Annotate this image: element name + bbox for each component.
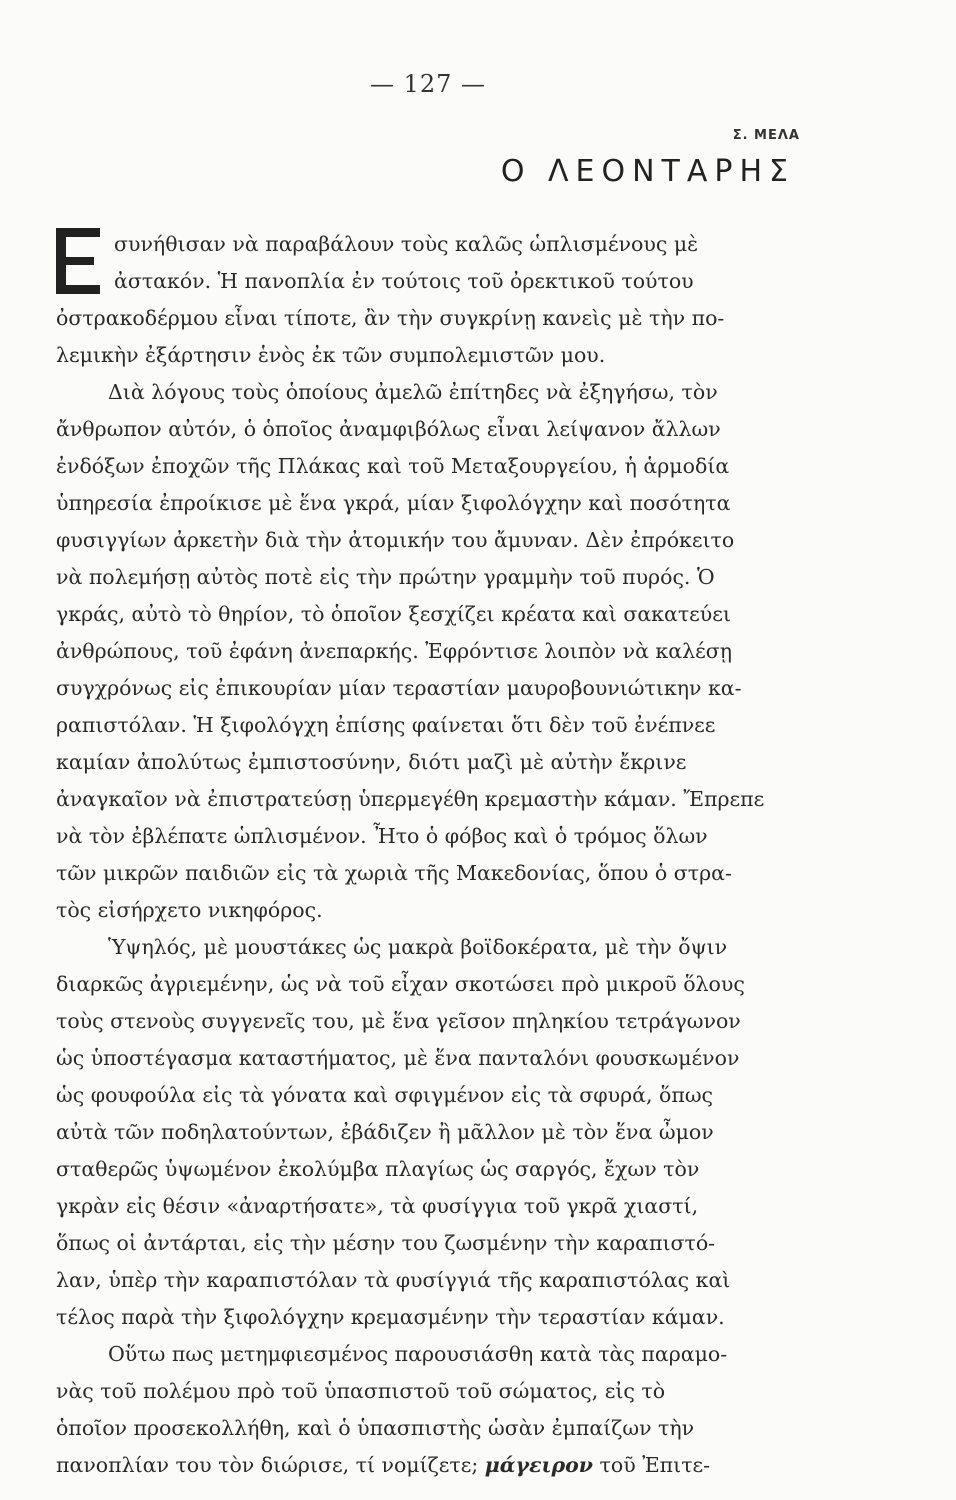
text-line: συνήθισαν νὰ παραβάλουν τοὺς καλῶς ὡπλισμένους μὲ — [114, 232, 699, 256]
text-line: συγχρόνως εἰς ἐπικουρίαν μίαν τεραστίαν μαυροβουνιώτικην κα- — [56, 676, 742, 700]
author-name: Σ. ΜΕΛΑ — [732, 128, 800, 143]
text-line: ὅπως οἱ ἀντάρται, εἰς τὴν μέσην του ζωσμένην τὴν καραπιστό- — [56, 1231, 716, 1255]
text-line: ἐνδόξων ἐποχῶν τῆς Πλάκας καὶ τοῦ Μεταξουργείου, ἡ ἁρμοδία — [56, 454, 730, 478]
text-line-last — [56, 1447, 796, 1484]
text-line: λεμικὴν ἐξάρτησιν ἑνὸς ἐκ τῶν συμπολεμιστῶν μου. — [56, 343, 606, 367]
text-line: ὀστρακοδέρμου εἶναι τίποτε, ἂν τὴν συγκρίνῃ κανεὶς μὲ τὴν πο- — [56, 306, 725, 330]
text-line: γκράς, αὐτὸ τὸ θηρίον, τὸ ὁποῖον ξεσχίζει κρέατα καὶ σακατεύει — [56, 602, 731, 626]
text-line: ἀστακόν. Ἡ πανοπλία ἐν τούτοις τοῦ ὀρεκτικοῦ τούτου — [114, 269, 694, 293]
text-line: ὑπηρεσία ἐπροίκισε μὲ ἕνα γκρά, μίαν ξιφολόγχην καὶ ποσότητα — [56, 491, 731, 515]
emphasized-word: μάγειρον — [484, 1453, 594, 1477]
text-line: Ὑψηλός, μὲ μουστάκες ὡς μακρὰ βοϊδοκέρατα, μὲ τὴν ὄψιν — [108, 935, 728, 959]
last-line-text-after: τοῦ Ἐπιτε- — [593, 1453, 711, 1477]
text-line: γκρὰν εἰς θέσιν «ἀναρτήσατε», τὰ φυσίγγια τοῦ γκρᾶ χιαστί, — [56, 1194, 699, 1218]
text-line: τέλος παρὰ τὴν ξιφολόγχην κρεμασμένην τὴν τεραστίαν κάμαν. — [56, 1305, 725, 1329]
text-line: τοὺς στενοὺς συγγενεῖς του, μὲ ἕνα γεῖσον πηληκίου τετράγωνον — [56, 1009, 741, 1033]
text-line: διαρκῶς ἀγριεμένην, ὡς νὰ τοῦ εἶχαν σκοτώσει πρὸ μικροῦ ὅλους — [56, 972, 745, 996]
text-line: τῶν μικρῶν παιδιῶν εἰς τὰ χωριὰ τῆς Μακεδονίας, ὅπου ὁ στρα- — [56, 861, 732, 885]
text-line: λαν, ὑπὲρ τὴν καραπιστόλαν τὰ φυσίγγιά τῆς καραπιστόλας καὶ — [56, 1268, 731, 1292]
text-line: νὰ πολεμήσῃ αὐτὸς ποτὲ εἰς τὴν πρώτην γραμμὴν τοῦ πυρός. Ὁ — [56, 565, 715, 589]
text-line: νὰ τὸν ἐβλέπατε ὡπλισμένον. Ἦτο ὁ φόβος καὶ ὁ τρόμος ὅλων — [56, 824, 708, 848]
text-line: ὁποῖον προσεκολλήθη, καὶ ὁ ὑπασπιστὴς ὡσὰν ἐμπαίζων τὴν — [56, 1416, 695, 1440]
text-line: ραπιστόλαν. Ἡ ξιφολόγχη ἐπίσης φαίνεται ὅτι δὲν τοῦ ἐνέπνεε — [56, 713, 716, 737]
text-line: ἀνθρώπους, τοῦ ἐφάνη ἀνεπαρκής. Ἐφρόντισε λοιπὸν νὰ καλέσῃ — [56, 639, 732, 663]
text-line: Διὰ λόγους τοὺς ὁποίους ἀμελῶ ἐπίτηδες νὰ ἐξηγήσω, τὸν — [108, 380, 718, 404]
text-line: νὰς τοῦ πολέμου πρὸ τοῦ ὑπασπιστοῦ τοῦ σώματος, εἰς τὸ — [56, 1379, 666, 1403]
article-title: Ο ΛΕΟΝΤΑΡΗΣ — [500, 154, 795, 189]
text-line: σταθερῶς ὑψωμένον ἐκολύμβα πλαγίως ὡς σαργός, ἔχων τὸν — [56, 1157, 700, 1181]
text-line: τὸς εἰσήρχετο νικηφόρος. — [56, 898, 323, 922]
text-line: ὡς φουφούλα εἰς τὰ γόνατα καὶ σφιγμένον εἰς τὰ σφυρά, ὅπως — [56, 1083, 714, 1107]
last-line-text-before: πανοπλίαν του τὸν διώρισε, τί νομίζετε; — [56, 1453, 485, 1477]
text-line: φυσιγγίων ἀρκετὴν διὰ τὴν ἀτομικήν του ἄμυναν. Δὲν ἐπρόκειτο — [56, 528, 735, 552]
text-line: αὐτὰ τῶν ποδηλατούντων, ἐβάδιζεν ἢ μᾶλλον μὲ τὸν ἕνα ὦμον — [56, 1120, 714, 1144]
article-body — [56, 226, 796, 1484]
text-line: ἄνθρωπον αὐτόν, ὁ ὁποῖος ἀναμφιβόλως εἶναι λείψανον ἄλλων — [56, 417, 721, 441]
text-line: καμίαν ἀπολύτως ἐμπιστοσύνην, διότι μαζὶ μὲ αὐτὴν ἔκρινε — [56, 750, 687, 774]
text-line: Οὕτω πως μετημφιεσμένος παρουσιάσθη κατὰ τὰς παραμο- — [108, 1342, 728, 1366]
page-number: — 127 — — [369, 70, 487, 98]
text-line: ἀναγκαῖον νὰ ἐπιστρατεύσῃ ὑπερμεγέθη κρεμαστὴν κάμαν. Ἔπρεπε — [56, 787, 765, 811]
text-line: ὡς ὑποστέγασμα καταστήματος, μὲ ἕνα πανταλόνι φουσκωμένον — [56, 1046, 740, 1070]
